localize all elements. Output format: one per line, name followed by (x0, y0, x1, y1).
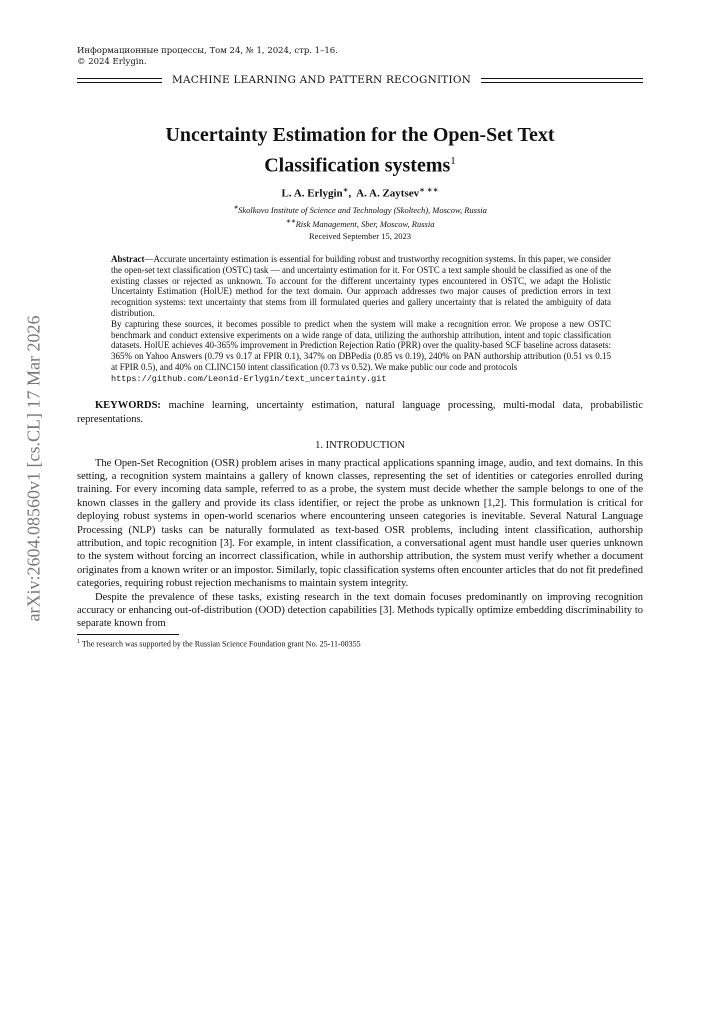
abstract-paragraph-1 (111, 254, 611, 319)
paper-title (77, 122, 643, 179)
copyright-line: © 2024 Erlygin. (77, 57, 147, 67)
introduction-body (77, 457, 643, 631)
affiliation-1-mark: ∗ (233, 205, 239, 212)
affiliation-1-text: Skolkovo Institute of Science and Technology (Skoltech), Moscow, Russia (238, 205, 487, 216)
journal-header (77, 46, 643, 68)
code-link[interactable]: https://github.com/Leonid-Erlygin/text_uncertainty.git (111, 373, 387, 384)
arxiv-identifier: arXiv:2604.08560v1 [cs.CL] 17 Mar 2026 (23, 315, 44, 622)
keywords-label: KEYWORDS: (95, 399, 161, 411)
section-banner (77, 74, 643, 86)
footnote-rule (77, 634, 179, 635)
affiliations (77, 202, 643, 230)
intro-paragraph-1: The Open-Set Recognition (OSR) problem arises in many practical applications spanning image, audio, and text domains. In this setting, a recognition system maintains a gallery of known classes, representing the set of identities or categories enrolled during training. For every incoming data sample, referred to as a probe, the system must decide whether the sample belongs to one of the known classes in the gallery and provide its class identifier, or reject the probe as unknown [1,2]. This formulation is critical for deploying robust systems in open-world scenarios where encountering unseen categories is inevitable. Several Natural Language Processing (NLP) tasks can be naturally formulated as text-based OSR problems, including intent classification, authorship attribution, and topic recognition [3]. For example, in intent classification, a conversational agent must handle user queries unknown to the system without forcing an incorrect classification, while in authorship attribution, the system must verify whether a document originates from a known writer or an impostor. Similarly, topic classification systems often encounter articles that do not fit predefined categories, requiring robust rejection mechanisms to maintain system integrity. (77, 457, 643, 590)
abstract (111, 254, 611, 385)
journal-line: Информационные процессы, Том 24, № 1, 2024, стр. 1–16. (77, 46, 338, 56)
affiliation-1 (77, 202, 643, 216)
keywords-text: machine learning, uncertainty estimation, natural language processing, multi-modal data, probabilistic representations. (77, 399, 643, 425)
author-2-mark: ∗ ∗∗ (419, 185, 439, 194)
title-line-2 (77, 148, 643, 179)
title-footnote-mark: 1 (450, 155, 456, 167)
affiliation-2 (77, 216, 643, 230)
footnote-mark: 1 (77, 638, 80, 645)
affiliation-2-mark: ∗∗ (285, 219, 296, 226)
abstract-text-1: —Accurate uncertainty estimation is essential for building robust and trustworthy recognition systems. In this paper, we consider the open-set text classification (OSTC) task — and uncertainty estimation for it. For OSTC a text sample should be classified as one of the existing classes or rejected as unknown. To account for the different uncertainty types encountered in OSTC, we adapt the Holistic Uncertainty Estimation (HolUE) method for the text domain. Our approach addresses two major causes of prediction errors in text recognition systems: text uncertainty that stems from ill formulated queries and gallery uncertainty that is related the ambiguity of data distribution. (111, 253, 611, 318)
author-list: L. A. Erlygin∗, A. A. Zaytsev∗ ∗∗ (281, 185, 439, 200)
arxiv-sidebar (22, 296, 46, 641)
author-1-mark: ∗ (342, 185, 349, 194)
intro-paragraph-2: Despite the prevalence of these tasks, existing research in the text domain focuses predominantly on improving recognition accuracy or enhancing out-of-distribution (OOD) detection capabilities [3]. Methods typically optimize embedding discriminability to separate known from (77, 591, 643, 630)
abstract-label: Abstract (111, 253, 145, 264)
author-2: A. A. Zaytsev (356, 187, 420, 200)
footnote-text: The research was supported by the Russian Science Foundation grant No. 25-11-00355 (80, 639, 361, 649)
footnote (77, 637, 643, 650)
affiliation-2-text: Risk Management, Sber, Moscow, Russia (295, 218, 435, 229)
banner-rule-right (481, 78, 643, 83)
title-line-2-text: Classification systems (264, 154, 451, 177)
journal-section: MACHINE LEARNING AND PATTERN RECOGNITION (172, 74, 472, 86)
author-1: L. A. Erlygin (281, 187, 343, 200)
abstract-text-2: By capturing these sources, it becomes possible to predict when the system will make a recognition error. We propose a new OSTC benchmark and conduct extensive experiments on a wide range of data, utilizing the authorship attribution, intent and topic classification datasets. HolUE achieves 40-365% improvement in Prediction Rejection Ratio (PRR) over the quality-based SCF baseline across datasets: 365% on Yahoo Answers (0.79 vs 0.17 at FPIR 0.1), 347% on DBPedia (0.85 vs 0.19), 240% on PAN authorship attribution (0.51 vs 0.15 at FPIR 0.5), and 40% on CLINC150 intent classification (0.73 vs 0.52). We make public our code and protocols (111, 318, 611, 372)
banner-rule-left (77, 78, 162, 83)
section-heading: 1. INTRODUCTION (315, 439, 405, 451)
paper-page (77, 46, 643, 649)
keywords (77, 399, 643, 427)
received-date: Received September 15, 2023 (309, 230, 411, 241)
title-line-1: Uncertainty Estimation for the Open-Set Text (165, 124, 555, 146)
abstract-paragraph-2 (111, 319, 611, 385)
